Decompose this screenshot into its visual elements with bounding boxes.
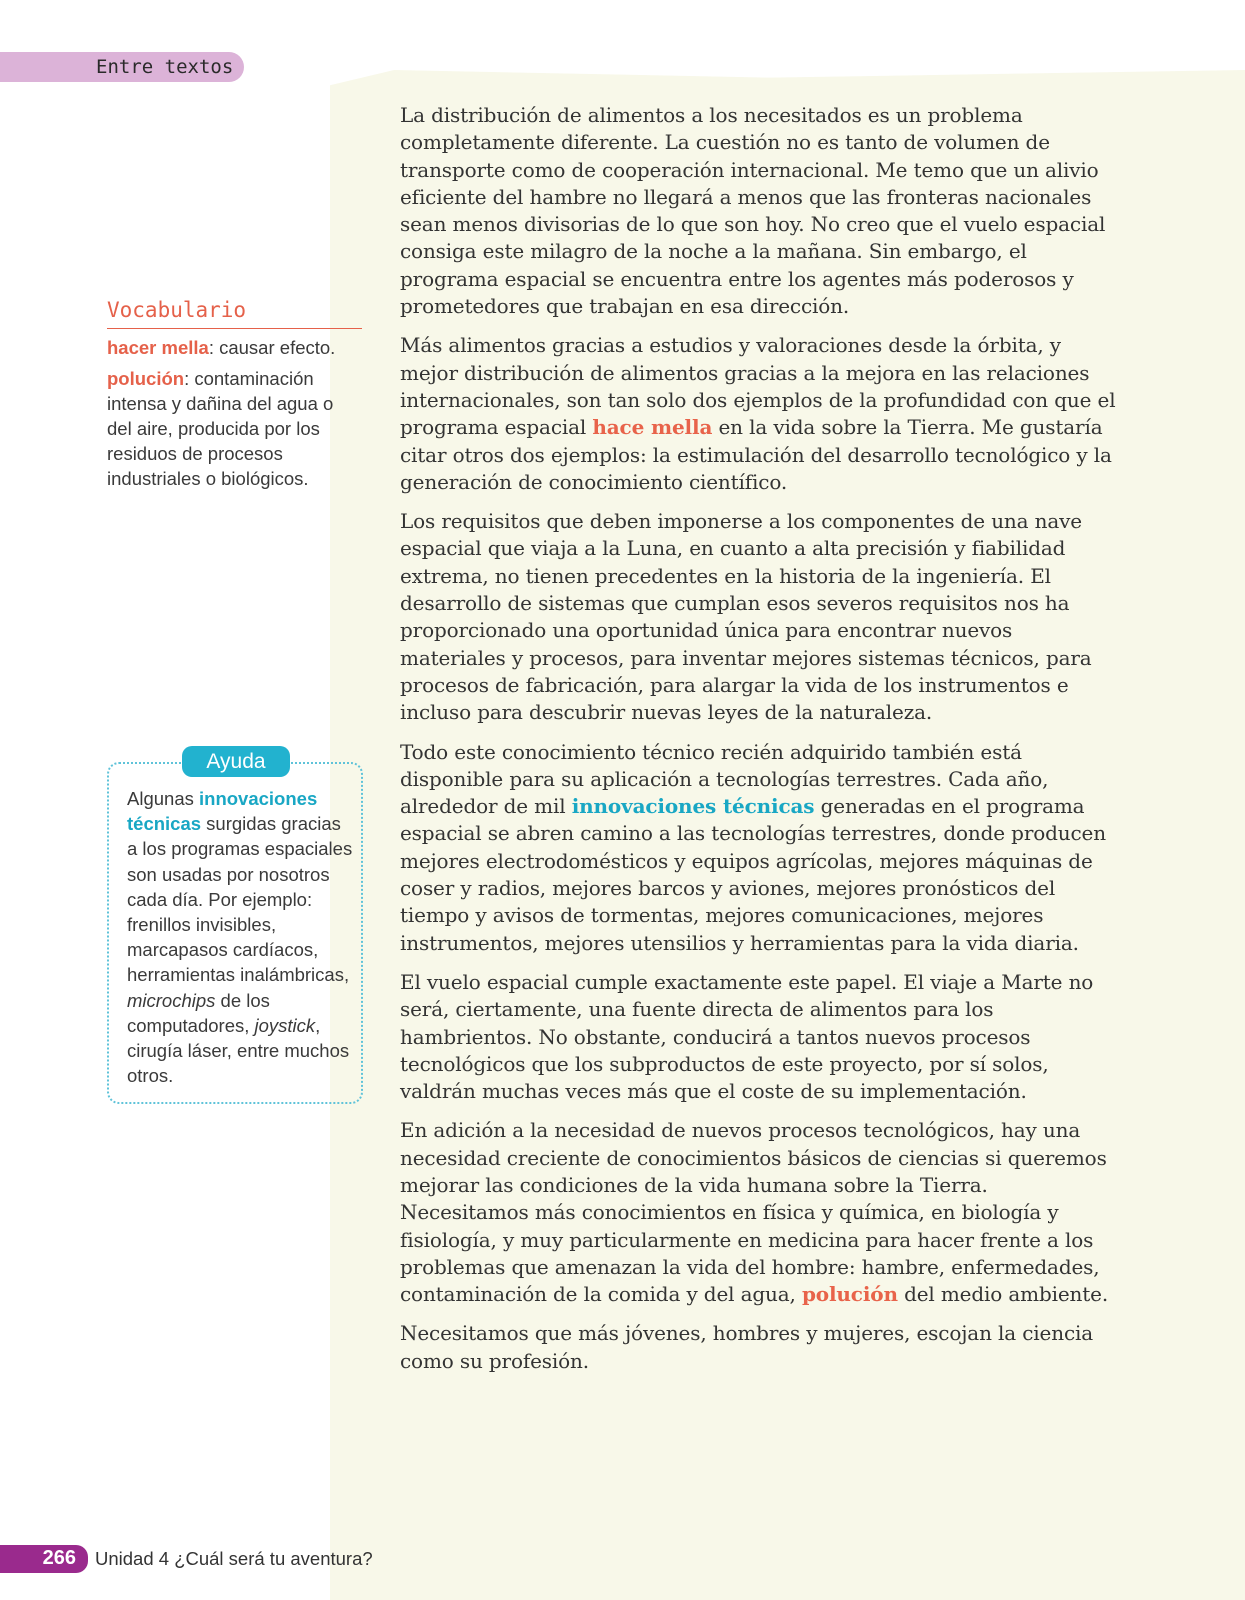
paragraph-3: Los requisitos que deben imponerse a los componentes de una nave espacial que viaja a la Luna, en cuanto a alta precisión y fiabilidad extrema, no tienen precedentes en la historia de la ingeniería. El desarrollo de sistemas que cumplan esos severos requisitos nos ha proporcionado una oportunidad única para encontrar nuevos materiales y procesos, para inventar mejores sistemas técnicos, para procesos de fabricación, para alargar la vida de los instrumentos e incluso para descubrir nuevas leyes de la naturaleza. [400, 509, 1092, 725]
page-number: 266 [42, 1547, 76, 1569]
vocab-definition: : contaminación intensa y dañina del agua o del aire, producida por los residuos de procesos industriales o biológicos. [107, 368, 334, 489]
paragraph-4: Todo este conocimiento técnico recién adquirido también está disponible para su aplicación a tecnologías terrestres. Cada año, alrededor de mil innovaciones técnicas generadas en el programa espacial se abren camino a las tecnologías terrestres, donde producen mejores electrodomésticos y equipos agrícolas, mejores máquinas de coser y radios, mejores barcos y aviones, mejores pronósticos del tiempo y avisos de tormentas, mejores comunicaciones, mejores instrumentos, mejores utensilios y herramientas para la vida diaria. [400, 739, 1106, 955]
help-text: Algunas innovaciones técnicas surgidas gracias a los programas espaciales son usadas por nosotros cada día. Por ejemplo: frenillos invisibles, marcapasos cardíacos, herramientas inalámbricas, microchips de los computadores, joystick, cirugía láser, entre muchos otros. [127, 788, 353, 1087]
vocabulary-box [107, 298, 362, 491]
paragraph-2: Más alimentos gracias a estudios y valoraciones desde la órbita, y mejor distribución de alimentos gracias a la mejora en las relaciones internacionales, son tan solo dos ejemplos de la profundidad con que el programa espacial hace mella en la vida sobre la Tierra. Me gustaría citar otros dos ejemplos: la estimulación del desarrollo tecnológico y la generación de conocimiento científico. [400, 333, 1116, 494]
vocab-entry-polucion [107, 366, 362, 491]
vocab-term: polución [107, 368, 185, 389]
vocab-definition: : causar efecto. [208, 337, 336, 358]
section-header-tab [0, 52, 244, 82]
vocab-entry-hacer-mella [107, 335, 362, 360]
vocab-term: hacer mella [107, 337, 209, 358]
paragraph-1: La distribución de alimentos a los necesitados es un problema completamente diferente. La cuestión no es tanto de volumen de transporte como de cooperación internacional. Me temo que un alivio eficiente del hambre no llegará a menos que las fronteras nacionales sean menos divisorias de lo que son hoy. No creo que el vuelo espacial consiga este milagro de la noche a la mañana. Sin embargo, el programa espacial se encuentra entre los agentes más poderosos y prometedores que trabajan en esa dirección. [400, 103, 1106, 319]
vocab-highlight-hacer-mella: hace mella [592, 415, 713, 440]
main-reading-text [400, 102, 1118, 1387]
paragraph-7: Necesitamos que más jóvenes, hombres y mujeres, escojan la ciencia como su profesión. [400, 1321, 1094, 1373]
section-title: Entre textos [96, 56, 234, 78]
paragraph-5: El vuelo espacial cumple exactamente este papel. El viaje a Marte no será, ciertamente, una fuente directa de alimentos para los hambrientos. No obstante, conducirá a tantos nuevos procesos tecnológicos que los subproductos de este proyecto, por sí solos, valdrán muchas veces más que el coste de su implementación. [400, 969, 1094, 1104]
unit-title: Unidad 4 ¿Cuál será tu aventura? [95, 1548, 373, 1569]
page-number-badge [0, 1545, 88, 1573]
help-label: Ayuda [182, 746, 290, 777]
help-highlight-innovaciones: innovaciones técnicas [571, 794, 815, 819]
vocab-highlight-polucion: polución [801, 1282, 898, 1307]
vocabulary-title: Vocabulario [107, 298, 362, 329]
help-highlight: innovaciones técnicas [127, 788, 318, 835]
paragraph-6: En adición a la necesidad de nuevos procesos tecnológicos, hay una necesidad creciente de conocimientos básicos de ciencias si queremos mejorar las condiciones de la vida humana sobre la Tierra. Necesitamos más conocimientos en física y química, en biología y fisiología, y muy particularmente en medicina para hacer frente a los problemas que amenazan la vida del hombre: hambre, enfermedades, contaminación de la comida y del agua, polución del medio ambiente. [400, 1118, 1109, 1307]
